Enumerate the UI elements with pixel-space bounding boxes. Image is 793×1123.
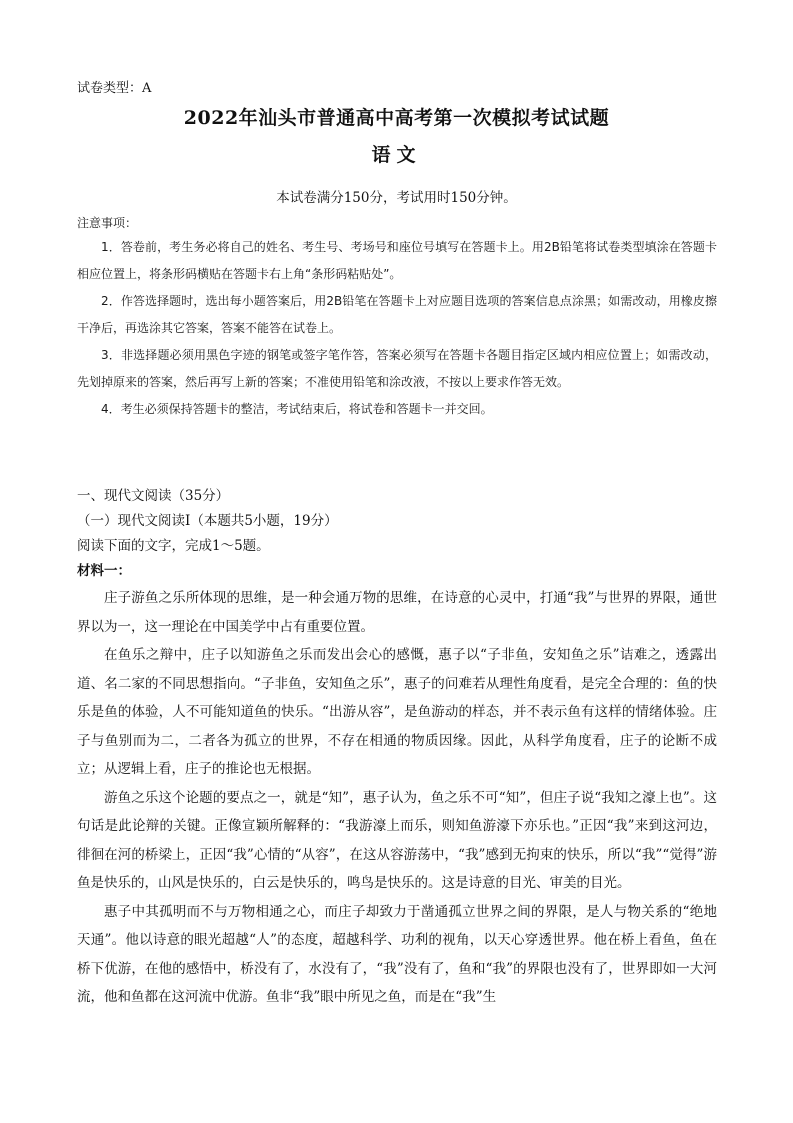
paragraph: 在鱼乐之辩中，庄子以知游鱼之乐而发出会心的感慨，惠子以“子非鱼，安知鱼之乐”诘难之，透露出道、名二家的不同思想指向。“子非鱼，安知鱼之乐”，惠子的问难若从理性角度看，是完全合理的：鱼的快乐是鱼的体验，人不可能知道鱼的快乐。“出游从容”，是鱼游动的样态，并不表示鱼有这样的情绪体验。庄子与鱼别而为二，二者各为孤立的世界，不存在相通的物质因缘。因此，从科学角度看，庄子的论断不成立；从逻辑上看，庄子的推论也无根据。 <box>77 647 717 777</box>
subject-title: 语文 <box>371 144 422 166</box>
exam-title: 2022年汕头市普通高中高考第一次模拟考试试题 <box>183 107 610 129</box>
note-item: 4．考生必须保持答题卡的整洁，考试结束后，将试卷和答题卡一并交回。 <box>101 402 493 416</box>
notes-title: 注意事项： <box>77 216 138 230</box>
paper-type-label: 试卷类型：A <box>77 81 152 96</box>
note-item: 3．非选择题必须用黑色字迹的钢笔或签字笔作答，答案必须写在答题卡各题目指定区域内相应位置上；如需改动，先划掉原来的答案，然后再写上新的答案；不准使用铅笔和涂改液，不按以上要求作答无效。 <box>77 348 717 389</box>
paragraph: 游鱼之乐这个论题的要点之一，就是“知”，惠子认为，鱼之乐不可“知”，但庄子说“我知之濠上也”。这句话是此论辩的关键。正像宣颖所解释的：“我游濠上而乐，则知鱼游濠下亦乐也。”正因“我”来到这河边，徘徊在河的桥梁上，正因“我”心情的“从容”，在这从容游荡中，“我”感到无拘束的快乐，所以“我”“觉得”游鱼是快乐的，山风是快乐的，白云是快乐的，鸣鸟是快乐的。这是诗意的目光、审美的目光。 <box>77 789 717 891</box>
paragraph: 庄子游鱼之乐所体现的思维，是一种会通万物的思维，在诗意的心灵中，打通“我”与世界的界限，通世界以为一，这一理论在中国美学中占有重要位置。 <box>77 590 717 635</box>
section-heading: 一、现代文阅读（35分） <box>77 488 230 504</box>
section-instruction: 阅读下面的文字，完成1～5题。 <box>77 538 270 554</box>
paragraph: 惠子中其孤明而不与万物相通之心，而庄子却致力于凿通孤立世界之间的界限，是人与物关系的“绝地天通”。他以诗意的眼光超越“人”的态度，超越科学、功利的视角，以天心穿透世界。他在桥上看鱼，鱼在桥下优游，在他的感悟中，桥没有了，水没有了，“我”没有了，鱼和“我”的界限也没有了，世界即如一大河流，他和鱼都在这河流中优游。鱼非“我”眼中所见之鱼，而是在“我”生 <box>77 903 717 1005</box>
note-item: 1．答卷前，考生务必将自己的姓名、考生号、考场号和座位号填写在答题卡上。用2B铅笔将试卷类型填涂在答题卡相应位置上，将条形码横贴在答题卡右上角“条形码粘贴处”。 <box>77 240 717 281</box>
material-label: 材料一： <box>77 563 131 579</box>
section-subheading: （一）现代文阅读Ⅰ（本题共5小题，19分） <box>77 513 338 529</box>
exam-info: 本试卷满分150分，考试用时150分钟。 <box>276 190 517 206</box>
notes-section <box>77 212 717 423</box>
note-item: 2．作答选择题时，选出每小题答案后，用2B铅笔在答题卡上对应题目选项的答案信息点涂黑；如需改动，用橡皮擦干净后，再选涂其它答案，答案不能答在试卷上。 <box>77 294 717 335</box>
reading-section <box>77 484 717 1012</box>
